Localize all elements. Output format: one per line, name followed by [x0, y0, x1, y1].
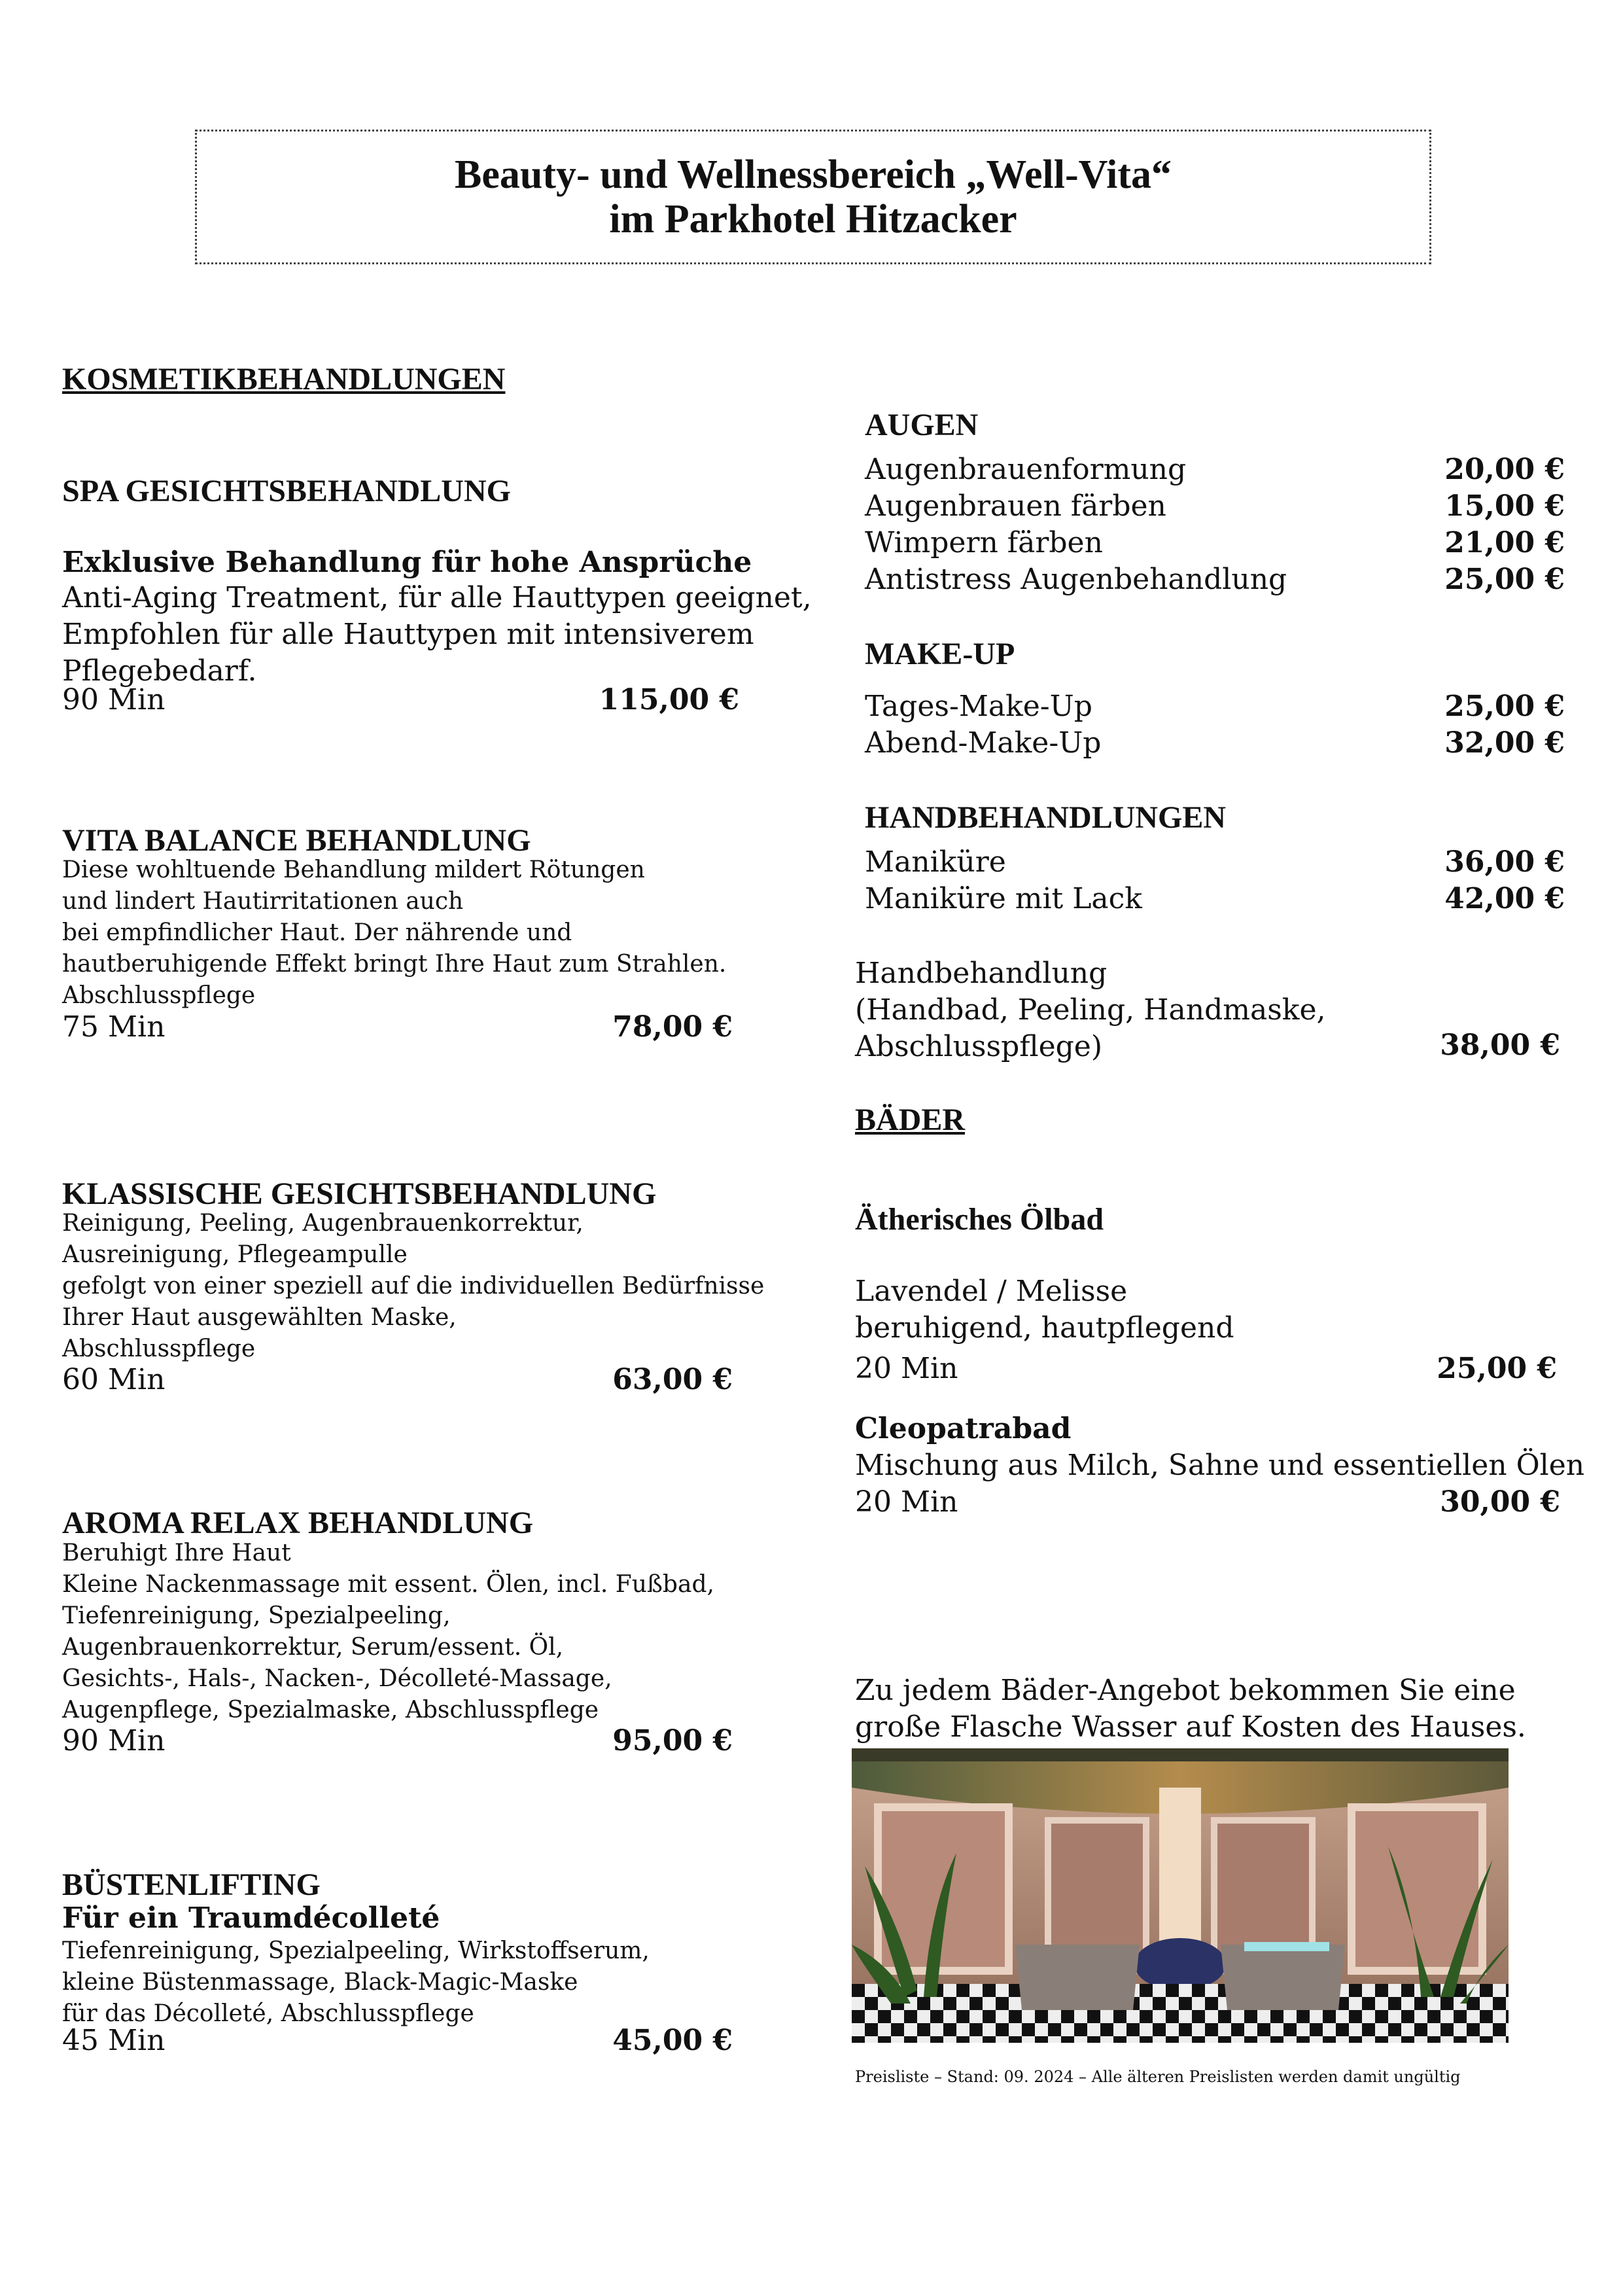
desc-line: kleine Büstenmassage, Black-Magic-Maske [62, 1969, 578, 1996]
desc-line: hautberuhigende Effekt bringt Ihre Haut zum Strahlen. [62, 951, 727, 978]
row-price: 25,00 € [1444, 690, 1565, 723]
desc-line: Augenbrauenkorrektur, Serum/essent. Öl, [62, 1634, 564, 1661]
klassisch-description [62, 1208, 764, 1365]
spa-title: SPA GESICHTSBEHANDLUNG [62, 474, 511, 508]
desc-line: Abschlusspflege [62, 1335, 256, 1362]
note-line: große Flasche Wasser auf Kosten des Hauses. [855, 1710, 1526, 1744]
desc-line: Tiefenreinigung, Spezialpeeling, Wirkstoffserum, [62, 1937, 650, 1964]
buesten-description [62, 1935, 650, 2030]
row-price: 42,00 € [1444, 882, 1565, 915]
row-label: Maniküre [865, 845, 1006, 879]
title-box [195, 130, 1431, 264]
cleo-duration: 20 Min [855, 1485, 958, 1519]
cleo-description: Mischung aus Milch, Sahne und essentiellen Ölen [855, 1449, 1585, 1482]
row-label: Abend-Make-Up [865, 726, 1102, 760]
price-row [865, 690, 1565, 723]
lavendel-description [855, 1273, 1234, 1347]
augen-title: AUGEN [865, 408, 979, 442]
desc-line: (Handbad, Peeling, Handmaske, [855, 993, 1326, 1027]
row-price: 36,00 € [1444, 845, 1565, 879]
desc-line: gefolgt von einer speziell auf die individuellen Bedürfnisse [62, 1273, 765, 1299]
handbehandlung-price: 38,00 € [1440, 1029, 1560, 1062]
desc-line: Handbehandlung [855, 957, 1108, 990]
desc-line: Pflegebedarf. [62, 654, 257, 688]
row-price: 21,00 € [1444, 526, 1565, 559]
buesten-price: 45,00 € [612, 2024, 733, 2057]
section-kosmetik: KOSMETIKBEHANDLUNGEN [62, 362, 506, 397]
row-price: 32,00 € [1444, 726, 1565, 760]
hand-title: HANDBEHANDLUNGEN [865, 800, 1227, 835]
lavendel-duration: 20 Min [855, 1352, 958, 1385]
vita-duration: 75 Min [62, 1010, 166, 1044]
buesten-duration: 45 Min [62, 2024, 166, 2057]
vita-description [62, 855, 726, 1012]
makeup-title: MAKE-UP [865, 637, 1015, 671]
aroma-price: 95,00 € [612, 1724, 733, 1757]
desc-line: Empfohlen für alle Hauttypen mit intensiverem [62, 618, 754, 651]
desc-line: Beruhigt Ihre Haut [62, 1540, 291, 1566]
row-price: 25,00 € [1444, 563, 1565, 596]
row-price: 15,00 € [1444, 489, 1565, 523]
price-list-footer: Preisliste – Stand: 09. 2024 – Alle älteren Preislisten werden damit ungültig [855, 2068, 1461, 2086]
vita-price: 78,00 € [612, 1010, 733, 1044]
oelbad-title: Ätherisches Ölbad [855, 1202, 1104, 1237]
buesten-subtitle: Für ein Traumdécolleté [62, 1901, 440, 1935]
spa-price: 115,00 € [599, 683, 739, 716]
price-row [865, 453, 1565, 486]
vita-title: VITA BALANCE BEHANDLUNG [62, 823, 531, 858]
spa-description [62, 580, 812, 690]
desc-line: Gesichts-, Hals-, Nacken-, Décolleté-Massage, [62, 1665, 612, 1692]
aroma-description [62, 1538, 714, 1726]
desc-line: Lavendel / Melisse [855, 1275, 1128, 1308]
desc-line: Kleine Nackenmassage mit essent. Ölen, incl. Fußbad, [62, 1571, 714, 1598]
handbehandlung-description [855, 955, 1325, 1065]
cleo-price: 30,00 € [1440, 1485, 1560, 1519]
row-label: Antistress Augenbehandlung [865, 563, 1287, 596]
desc-line: beruhigend, hautpflegend [855, 1311, 1234, 1345]
desc-line: Abschlusspflege [62, 982, 256, 1009]
spa-bath-photo [852, 1748, 1509, 2043]
section-baeder: BÄDER [855, 1103, 966, 1137]
desc-line: für das Décolleté, Abschlusspflege [62, 2000, 474, 2027]
lavendel-price: 25,00 € [1437, 1352, 1557, 1385]
price-row [865, 882, 1565, 915]
price-row [865, 526, 1565, 559]
price-row [865, 726, 1565, 760]
desc-line: Tiefenreinigung, Spezialpeeling, [62, 1602, 451, 1629]
row-label: Augenbrauen färben [865, 489, 1166, 523]
klassisch-price: 63,00 € [612, 1363, 733, 1396]
row-price: 20,00 € [1444, 453, 1565, 486]
desc-line: bei empfindlicher Haut. Der nährende und [62, 919, 572, 946]
row-label: Tages-Make-Up [865, 690, 1092, 723]
water-note [855, 1672, 1526, 1746]
price-row [865, 489, 1565, 523]
desc-line: Anti-Aging Treatment, für alle Hauttypen geeignet, [62, 581, 812, 614]
spa-duration: 90 Min [62, 683, 166, 716]
row-label: Maniküre mit Lack [865, 882, 1142, 915]
title-line-1: Beauty- und Wellnessbereich „Well-Vita“ [455, 152, 1172, 197]
desc-line: Augenpflege, Spezialmaske, Abschlusspflege [62, 1697, 599, 1723]
note-line: Zu jedem Bäder-Angebot bekommen Sie eine [855, 1674, 1516, 1707]
klassisch-duration: 60 Min [62, 1363, 166, 1396]
desc-line: Ausreinigung, Pflegeampulle [62, 1241, 408, 1268]
title-line-2: im Parkhotel Hitzacker [609, 197, 1017, 241]
buesten-title: BÜSTENLIFTING [62, 1867, 321, 1902]
desc-line: Diese wohltuende Behandlung mildert Rötungen [62, 857, 645, 883]
price-row [865, 563, 1565, 596]
desc-line: Ihrer Haut ausgewählten Maske, [62, 1304, 457, 1331]
desc-line: Reinigung, Peeling, Augenbrauenkorrektur, [62, 1210, 584, 1237]
row-label: Augenbrauenformung [865, 453, 1187, 486]
klassisch-title: KLASSISCHE GESICHTSBEHANDLUNG [62, 1176, 657, 1211]
aroma-duration: 90 Min [62, 1724, 166, 1757]
cleo-title: Cleopatrabad [855, 1412, 1072, 1445]
aroma-title: AROMA RELAX BEHANDLUNG [62, 1506, 534, 1540]
row-label: Wimpern färben [865, 526, 1103, 559]
spa-subtitle: Exklusive Behandlung für hohe Ansprüche [62, 546, 752, 579]
price-row [865, 845, 1565, 879]
desc-line: und lindert Hautirritationen auch [62, 888, 464, 915]
desc-line: Abschlusspflege) [855, 1030, 1102, 1063]
